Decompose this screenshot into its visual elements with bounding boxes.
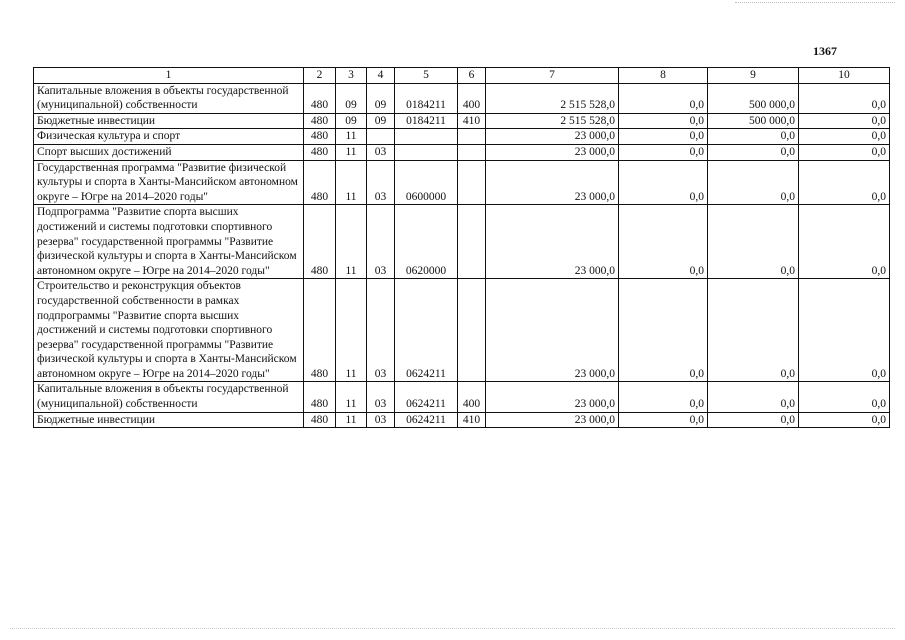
column-header-5: 5 [395,68,458,84]
amount-col8: 0,0 [619,129,708,145]
code-target: 0184211 [395,83,458,113]
amount-col10: 0,0 [799,144,890,160]
table-row [34,205,890,279]
code-subsection: 03 [367,144,395,160]
code-admin: 480 [304,83,336,113]
column-header-10: 10 [799,68,890,84]
amount-col9: 500 000,0 [708,113,799,129]
table-row [34,129,890,145]
code-section: 11 [336,412,367,428]
amount-col7: 23 000,0 [486,144,619,160]
code-section: 09 [336,83,367,113]
amount-col9: 0,0 [708,382,799,412]
code-admin: 480 [304,382,336,412]
amount-col7: 23 000,0 [486,160,619,205]
code-expense-type [458,129,486,145]
code-expense-type: 410 [458,113,486,129]
code-subsection: 03 [367,205,395,279]
amount-col7: 2 515 528,0 [486,83,619,113]
amount-col9: 0,0 [708,129,799,145]
code-expense-type [458,160,486,205]
amount-col9: 0,0 [708,160,799,205]
code-subsection: 09 [367,83,395,113]
column-header-9: 9 [708,68,799,84]
code-target: 0624211 [395,382,458,412]
row-name: Государственная программа "Развитие физической культуры и спорта в Ханты-Мансийском автономном округе – Югре на 2014–2020 годы" [34,160,304,205]
code-section: 11 [336,382,367,412]
code-admin: 480 [304,113,336,129]
row-name: Физическая культура и спорт [34,129,304,145]
amount-col7: 23 000,0 [486,382,619,412]
code-subsection: 03 [367,279,395,382]
code-section: 11 [336,279,367,382]
column-header-2: 2 [304,68,336,84]
amount-col8: 0,0 [619,412,708,428]
code-target [395,129,458,145]
table-row [34,160,890,205]
code-target: 0624211 [395,279,458,382]
column-header-6: 6 [458,68,486,84]
table-row [34,113,890,129]
code-admin: 480 [304,129,336,145]
amount-col8: 0,0 [619,83,708,113]
table-row [34,144,890,160]
column-header-8: 8 [619,68,708,84]
code-expense-type [458,279,486,382]
code-subsection: 03 [367,412,395,428]
scan-artifact-top [735,2,895,3]
code-expense-type: 400 [458,382,486,412]
column-header-1: 1 [34,68,304,84]
code-expense-type: 410 [458,412,486,428]
page-number: 1367 [813,44,837,58]
code-subsection: 09 [367,113,395,129]
amount-col8: 0,0 [619,144,708,160]
code-target: 0624211 [395,412,458,428]
code-section: 11 [336,129,367,145]
amount-col10: 0,0 [799,113,890,129]
code-subsection: 03 [367,160,395,205]
row-name: Капитальные вложения в объекты государственной (муниципальной) собственности [34,382,304,412]
amount-col10: 0,0 [799,412,890,428]
amount-col7: 23 000,0 [486,279,619,382]
amount-col7: 23 000,0 [486,129,619,145]
amount-col9: 500 000,0 [708,83,799,113]
amount-col10: 0,0 [799,129,890,145]
column-header-4: 4 [367,68,395,84]
code-admin: 480 [304,160,336,205]
row-name: Строительство и реконструкция объектов государственной собственности в рамках подпрограммы "Развитие спорта высших достижений и системы подготовки спортивного резерва" государственной программы "Развитие физической культуры и спорта в Ханты-Мансийском автономном округе – Югре на 2014–2020 годы" [34,279,304,382]
budget-table [33,67,890,428]
code-admin: 480 [304,144,336,160]
amount-col8: 0,0 [619,205,708,279]
code-target: 0184211 [395,113,458,129]
amount-col9: 0,0 [708,279,799,382]
code-subsection: 03 [367,382,395,412]
amount-col9: 0,0 [708,205,799,279]
code-subsection [367,129,395,145]
scan-artifact-bottom [10,628,895,629]
code-expense-type [458,144,486,160]
table-row [34,83,890,113]
table-body [34,83,890,428]
amount-col10: 0,0 [799,205,890,279]
amount-col7: 2 515 528,0 [486,113,619,129]
code-section: 11 [336,144,367,160]
amount-col10: 0,0 [799,160,890,205]
amount-col8: 0,0 [619,382,708,412]
header-row [34,68,890,84]
amount-col9: 0,0 [708,412,799,428]
column-header-3: 3 [336,68,367,84]
code-target: 0620000 [395,205,458,279]
amount-col9: 0,0 [708,144,799,160]
code-admin: 480 [304,412,336,428]
row-name: Бюджетные инвестиции [34,412,304,428]
code-expense-type [458,205,486,279]
code-admin: 480 [304,205,336,279]
code-target [395,144,458,160]
row-name: Капитальные вложения в объекты государственной (муниципальной) собственности [34,83,304,113]
table-row [34,412,890,428]
amount-col7: 23 000,0 [486,412,619,428]
row-name: Спорт высших достижений [34,144,304,160]
amount-col7: 23 000,0 [486,205,619,279]
code-target: 0600000 [395,160,458,205]
amount-col10: 0,0 [799,279,890,382]
table-row [34,279,890,382]
code-admin: 480 [304,279,336,382]
code-section: 11 [336,205,367,279]
amount-col10: 0,0 [799,83,890,113]
amount-col10: 0,0 [799,382,890,412]
code-section: 11 [336,160,367,205]
table-row [34,382,890,412]
amount-col8: 0,0 [619,160,708,205]
column-header-7: 7 [486,68,619,84]
amount-col8: 0,0 [619,113,708,129]
amount-col8: 0,0 [619,279,708,382]
row-name: Бюджетные инвестиции [34,113,304,129]
row-name: Подпрограмма "Развитие спорта высших достижений и системы подготовки спортивного резерва" государственной программы "Развитие физической культуры и спорта в Ханты-Мансийском автономном округе – Югре на 2014–2020 годы" [34,205,304,279]
code-section: 09 [336,113,367,129]
code-expense-type: 400 [458,83,486,113]
